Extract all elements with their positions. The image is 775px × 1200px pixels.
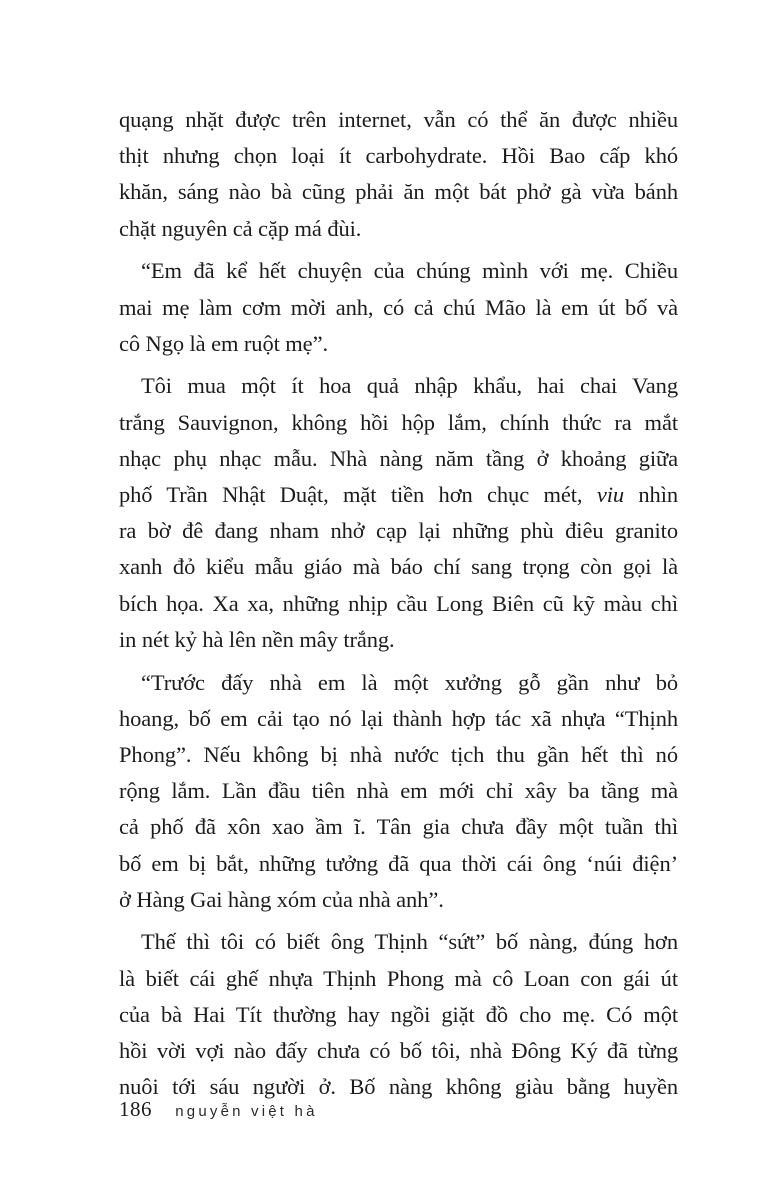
text-line: Thế thì tôi có biết ông Thịnh “sứt” bố nàng, đúng hơn — [141, 929, 678, 955]
paragraph-2 — [119, 253, 678, 362]
text-line: quạng nhặt được trên internet, vẫn có thể ăn được nhiều — [119, 107, 678, 132]
paragraph-5 — [119, 924, 678, 1105]
text-line: thịt nhưng chọn loại ít carbohydrate. Hồi Bao cấp khó — [119, 143, 678, 169]
text-line: cả phố đã xôn xao ầm ĩ. Tân gia chưa đầy một tuần thì — [119, 814, 678, 840]
text-line: của bà Hai Tít thường hay ngồi giặt đồ cho mẹ. Có một — [119, 1001, 678, 1027]
text-line: là biết cái ghế nhựa Thịnh Phong mà cô Loan con gái út — [119, 965, 678, 991]
page-footer — [119, 1096, 318, 1125]
text-line: mai mẹ làm cơm mời anh, có cả chú Mão là em út bố và — [119, 294, 678, 320]
body-text — [119, 102, 678, 1105]
text-line: cô Ngọ là em ruột mẹ”. — [119, 330, 328, 356]
text-line: Phong”. Nếu không bị nhà nước tịch thu gần hết thì nó — [119, 741, 678, 767]
emphasis-word: viu — [596, 482, 625, 508]
text-line: in nét kỷ hà lên nền mây trắng. — [119, 626, 395, 652]
text-line: bố em bị bắt, những tưởng đã qua thời cái ông ‘núi điện’ — [119, 850, 678, 876]
text-line: phố Trần Nhật Duật, mặt tiền hơn chục mét, viu nhìn — [119, 482, 678, 508]
text-line: bích họa. Xa xa, những nhịp cầu Long Biên cũ kỹ màu chì — [119, 590, 678, 616]
text-line: rộng lắm. Lần đầu tiên nhà em mới chỉ xây ba tầng mà — [119, 778, 678, 804]
text-line: hoang, bố em cải tạo nó lại thành hợp tác xã nhựa “Thịnh — [119, 705, 678, 731]
text-line: ra bờ đê đang nham nhở cạp lại những phù điêu granito — [119, 518, 678, 544]
text-line: Tôi mua một ít hoa quả nhập khẩu, hai chai Vang — [141, 373, 678, 399]
paragraph-3 — [119, 368, 678, 658]
running-author: nguyễn việt hà — [175, 1103, 318, 1120]
text-line: xanh đỏ kiểu mẫu giáo mà báo chí sang trọng còn gọi là — [119, 554, 678, 580]
text-line: trắng Sauvignon, không hồi hộp lắm, chính thức ra mắt — [119, 409, 678, 435]
text-line: “Trước đấy nhà em là một xưởng gỗ gần như bỏ — [141, 669, 678, 695]
paragraph-1 — [119, 102, 678, 247]
text-line: ở Hàng Gai hàng xóm của nhà anh”. — [119, 886, 444, 912]
text-line: “Em đã kể hết chuyện của chúng mình với mẹ. Chiều — [141, 258, 678, 284]
paragraph-4 — [119, 665, 678, 918]
text-line: chặt nguyên cả cặp má đùi. — [119, 215, 362, 241]
text-line: nuôi tới sáu người ở. Bố nàng không giàu bằng huyền — [119, 1074, 678, 1100]
text-line: khăn, sáng nào bà cũng phải ăn một bát phở gà vừa bánh — [119, 179, 678, 205]
text-line: nhạc phụ nhạc mẫu. Nhà nàng năm tầng ở khoảng giữa — [119, 445, 678, 471]
text-line: hồi vời vợi nào đấy chưa có bố tôi, nhà Đông Ký đã từng — [119, 1038, 678, 1064]
page-number: 186 — [119, 1097, 152, 1121]
